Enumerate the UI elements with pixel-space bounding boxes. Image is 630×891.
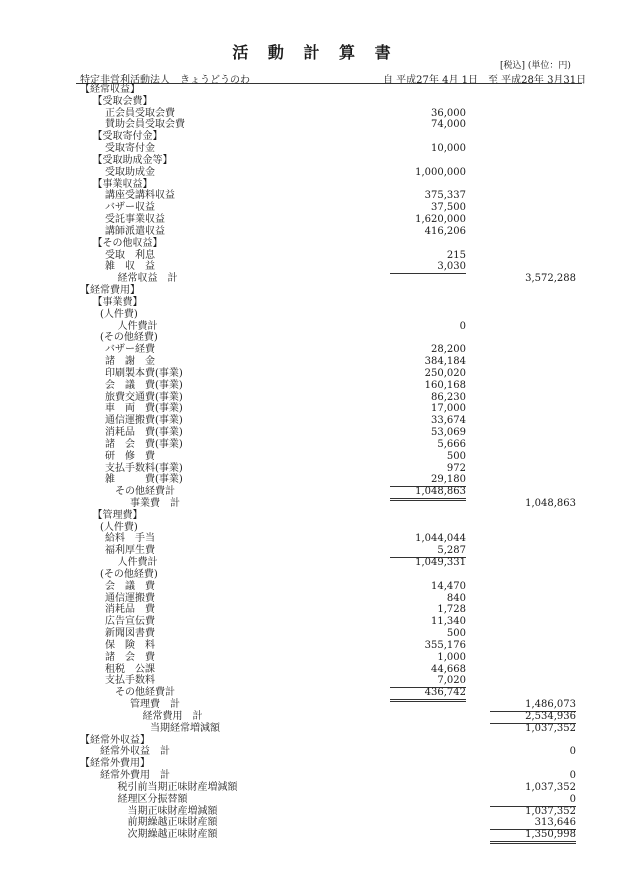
row-total: 1,037,352 xyxy=(525,781,576,793)
row-label: 人件費計 xyxy=(117,557,158,569)
row-amount: 1,000,000 xyxy=(415,166,466,178)
row-label: 消耗品 費(事業) xyxy=(105,427,183,439)
document-title: 活 動 計 算 書 xyxy=(232,43,398,62)
row-amount: 5,287 xyxy=(390,545,466,558)
statement-row xyxy=(0,179,630,191)
statement-row xyxy=(0,309,630,321)
row-amount: 33,674 xyxy=(431,415,466,427)
row-amount: 215 xyxy=(446,249,466,261)
statement-row xyxy=(0,332,630,344)
statement-row xyxy=(0,498,630,510)
statement-row xyxy=(0,782,630,794)
row-label: 受託事業収益 xyxy=(105,214,165,226)
row-label: 受取助成金 xyxy=(105,166,155,178)
statement-row xyxy=(0,427,630,439)
row-label: 【経常外収益】 xyxy=(80,734,150,746)
row-label: 【経常収益】 xyxy=(80,84,140,95)
row-amount: 250,020 xyxy=(424,367,466,379)
fiscal-period: 自 平成27年 4月 1日 至 平成28年 3月31日 xyxy=(383,75,587,86)
row-amount: 37,500 xyxy=(431,202,466,214)
row-label: 消耗品 費 xyxy=(105,604,155,616)
row-total: 1,037,352 xyxy=(525,805,576,817)
row-amount: 10,000 xyxy=(431,143,466,155)
row-label: バザー経費 xyxy=(105,344,155,356)
row-amount: 7,020 xyxy=(390,675,466,688)
row-amount: 375,337 xyxy=(424,190,466,202)
row-label: 事業費 計 xyxy=(130,497,180,509)
statement-row xyxy=(0,392,630,404)
row-amount: 1,728 xyxy=(437,604,466,616)
row-total: 1,350,998 xyxy=(490,829,576,844)
statement-row xyxy=(0,190,630,202)
row-amount: 384,184 xyxy=(424,356,466,368)
statement-row xyxy=(0,569,630,581)
row-label: 【受取会費】 xyxy=(92,95,153,107)
row-label: 経理区分振替額 xyxy=(117,793,188,805)
row-amount: 355,176 xyxy=(424,639,466,651)
statement-row xyxy=(0,297,630,309)
statement-row xyxy=(0,463,630,475)
row-label: (その他経費) xyxy=(100,332,158,344)
row-total: 1,048,863 xyxy=(525,497,576,509)
row-amount: 36,000 xyxy=(431,107,466,119)
row-label: 税引前当期正味財産増減額 xyxy=(117,781,238,793)
row-total: 3,572,288 xyxy=(525,273,576,285)
statement-row xyxy=(0,533,630,545)
row-label: 正会員受取会費 xyxy=(105,107,175,119)
row-label: 雑 収 益 xyxy=(105,261,155,273)
statement-row xyxy=(0,758,630,770)
row-label: 講座受講料収益 xyxy=(105,190,175,202)
organization-name: 特定非営利活動法人 きょうどうのわ xyxy=(80,75,250,86)
statement-row xyxy=(0,250,630,262)
row-amount: 500 xyxy=(446,450,466,462)
statement-row xyxy=(0,285,630,297)
row-label: 経常外費用 計 xyxy=(100,770,170,782)
row-label: 【その他収益】 xyxy=(92,237,163,249)
row-label: 諸 会 費 xyxy=(105,651,155,663)
row-label: 前期繰越正味財産額 xyxy=(127,817,218,829)
statement-row xyxy=(0,640,630,652)
row-total: 0 xyxy=(569,746,576,758)
row-amount: 11,340 xyxy=(431,616,466,628)
statement-row xyxy=(0,356,630,368)
statement-row xyxy=(0,628,630,640)
row-amount: 436,742 xyxy=(390,687,466,702)
statement-row xyxy=(0,474,630,486)
row-amount: 29,180 xyxy=(390,474,466,487)
row-label: 会 議 費 xyxy=(105,580,155,592)
statement-row xyxy=(0,261,630,273)
row-label: 印刷製本費(事業) xyxy=(105,367,183,379)
statement-row xyxy=(0,380,630,392)
row-label: 通信運搬費(事業) xyxy=(105,415,183,427)
statement-row xyxy=(0,202,630,214)
statement-row xyxy=(0,415,630,427)
row-label: 経常外収益 計 xyxy=(100,746,170,758)
statement-row xyxy=(0,557,630,569)
statement-row xyxy=(0,321,630,333)
row-label: 支払手数料(事業) xyxy=(105,462,183,474)
statement-row xyxy=(0,593,630,605)
row-label: 広告宣伝費 xyxy=(105,616,155,628)
row-label: 受取寄付金 xyxy=(105,143,155,155)
statement-row xyxy=(0,794,630,806)
row-label: 会 議 費(事業) xyxy=(105,379,183,391)
row-label: 雑 費(事業) xyxy=(105,474,183,486)
row-amount: 74,000 xyxy=(431,119,466,131)
row-label: 経常費用 計 xyxy=(142,710,203,722)
row-amount: 1,048,863 xyxy=(390,486,466,501)
row-label: その他経費計 xyxy=(115,687,175,699)
statement-row xyxy=(0,746,630,758)
row-label: 【事業収益】 xyxy=(92,178,153,190)
row-amount: 1,000 xyxy=(437,651,466,663)
row-label: 当期正味財産増減額 xyxy=(127,805,218,817)
row-label: バザー収益 xyxy=(105,202,155,214)
statement-row xyxy=(0,368,630,380)
row-label: 新聞図書費 xyxy=(105,628,155,640)
row-amount: 14,470 xyxy=(431,580,466,592)
row-label: 租税 公課 xyxy=(105,663,155,675)
row-label: 支払手数料 xyxy=(105,675,155,687)
row-label: 福利厚生費 xyxy=(105,545,155,557)
statement-row xyxy=(0,522,630,534)
row-amount: 1,620,000 xyxy=(415,214,466,226)
statement-row xyxy=(0,167,630,179)
row-total: 0 xyxy=(490,794,576,807)
row-amount: 5,666 xyxy=(437,438,466,450)
row-label: 給料 手当 xyxy=(105,533,155,545)
row-amount: 86,230 xyxy=(431,391,466,403)
statement-row xyxy=(0,616,630,628)
statement-row xyxy=(0,403,630,415)
statement-row xyxy=(0,143,630,155)
row-label: 【経常外費用】 xyxy=(80,758,150,770)
row-label: 人件費計 xyxy=(117,320,158,332)
row-label: 通信運搬費 xyxy=(105,592,155,604)
statement-row xyxy=(0,131,630,143)
row-total: 1,037,352 xyxy=(525,722,576,734)
statement-row xyxy=(0,723,630,735)
statement-row xyxy=(0,439,630,451)
row-label: 次期繰越正味財産額 xyxy=(127,829,218,841)
statement-rows xyxy=(0,84,630,841)
row-label: 諸 謝 金 xyxy=(105,356,155,368)
statement-row xyxy=(0,817,630,829)
row-label: 【受取助成金等】 xyxy=(92,154,173,166)
row-total: 0 xyxy=(569,770,576,782)
statement-row xyxy=(0,664,630,676)
row-amount: 44,668 xyxy=(431,663,466,675)
statement-row xyxy=(0,687,630,699)
row-label: (人件費) xyxy=(100,521,138,533)
row-amount: 416,206 xyxy=(424,225,466,237)
row-amount: 0 xyxy=(459,320,466,332)
row-label: 【経常費用】 xyxy=(80,285,140,297)
row-amount: 1,044,044 xyxy=(415,533,466,545)
statement-row xyxy=(0,108,630,120)
statement-row xyxy=(0,486,630,498)
statement-row xyxy=(0,829,630,841)
row-amount: 3,030 xyxy=(390,261,466,274)
statement-row xyxy=(0,451,630,463)
row-label: 【事業費】 xyxy=(92,296,143,308)
row-label: 旅費交通費(事業) xyxy=(105,391,183,403)
row-total: 1,486,073 xyxy=(490,699,576,712)
statement-row xyxy=(0,806,630,818)
statement-row xyxy=(0,226,630,238)
row-label: 経常収益 計 xyxy=(117,273,178,285)
row-label: 【受取寄付金】 xyxy=(92,131,163,143)
row-label: 受取 利息 xyxy=(105,249,155,261)
row-label: 当期経常増減額 xyxy=(150,722,220,734)
row-total: 2,534,936 xyxy=(490,711,576,724)
row-label: 講師派遣収益 xyxy=(105,225,165,237)
statement-row xyxy=(0,770,630,782)
statement-row xyxy=(0,96,630,108)
row-label: 管理費 計 xyxy=(130,699,180,711)
row-amount: 972 xyxy=(446,462,466,474)
statement-row xyxy=(0,214,630,226)
statement-row xyxy=(0,155,630,167)
unit-note: [税込] (単位：円) xyxy=(500,61,571,71)
statement-row xyxy=(0,735,630,747)
statement-row xyxy=(0,711,630,723)
row-amount: 1,049,331 xyxy=(415,557,466,569)
statement-row xyxy=(0,510,630,522)
statement-row xyxy=(0,699,630,711)
statement-row xyxy=(0,273,630,285)
statement-row xyxy=(0,675,630,687)
statement-row xyxy=(0,581,630,593)
row-amount: 840 xyxy=(446,592,466,604)
row-amount: 500 xyxy=(446,628,466,640)
statement-row xyxy=(0,238,630,250)
row-amount: 28,200 xyxy=(431,344,466,356)
statement-row xyxy=(0,119,630,131)
row-label: 保 険 料 xyxy=(105,639,155,651)
row-label: (その他経費) xyxy=(100,568,158,580)
row-amount: 53,069 xyxy=(431,427,466,439)
row-label: 賛助会員受取会費 xyxy=(105,119,185,131)
row-amount: 17,000 xyxy=(431,403,466,415)
row-label: 研 修 費 xyxy=(105,450,155,462)
statement-row xyxy=(0,545,630,557)
statement-row xyxy=(0,652,630,664)
row-total: 313,646 xyxy=(490,817,576,830)
row-label: (人件費) xyxy=(100,308,138,320)
statement-row xyxy=(0,604,630,616)
row-label: 【管理費】 xyxy=(92,509,143,521)
statement-row xyxy=(0,84,630,96)
row-label: 車 両 費(事業) xyxy=(105,403,183,415)
row-label: その他経費計 xyxy=(115,486,175,498)
row-amount: 160,168 xyxy=(424,379,466,391)
statement-row xyxy=(0,344,630,356)
row-label: 諸 会 費(事業) xyxy=(105,438,183,450)
